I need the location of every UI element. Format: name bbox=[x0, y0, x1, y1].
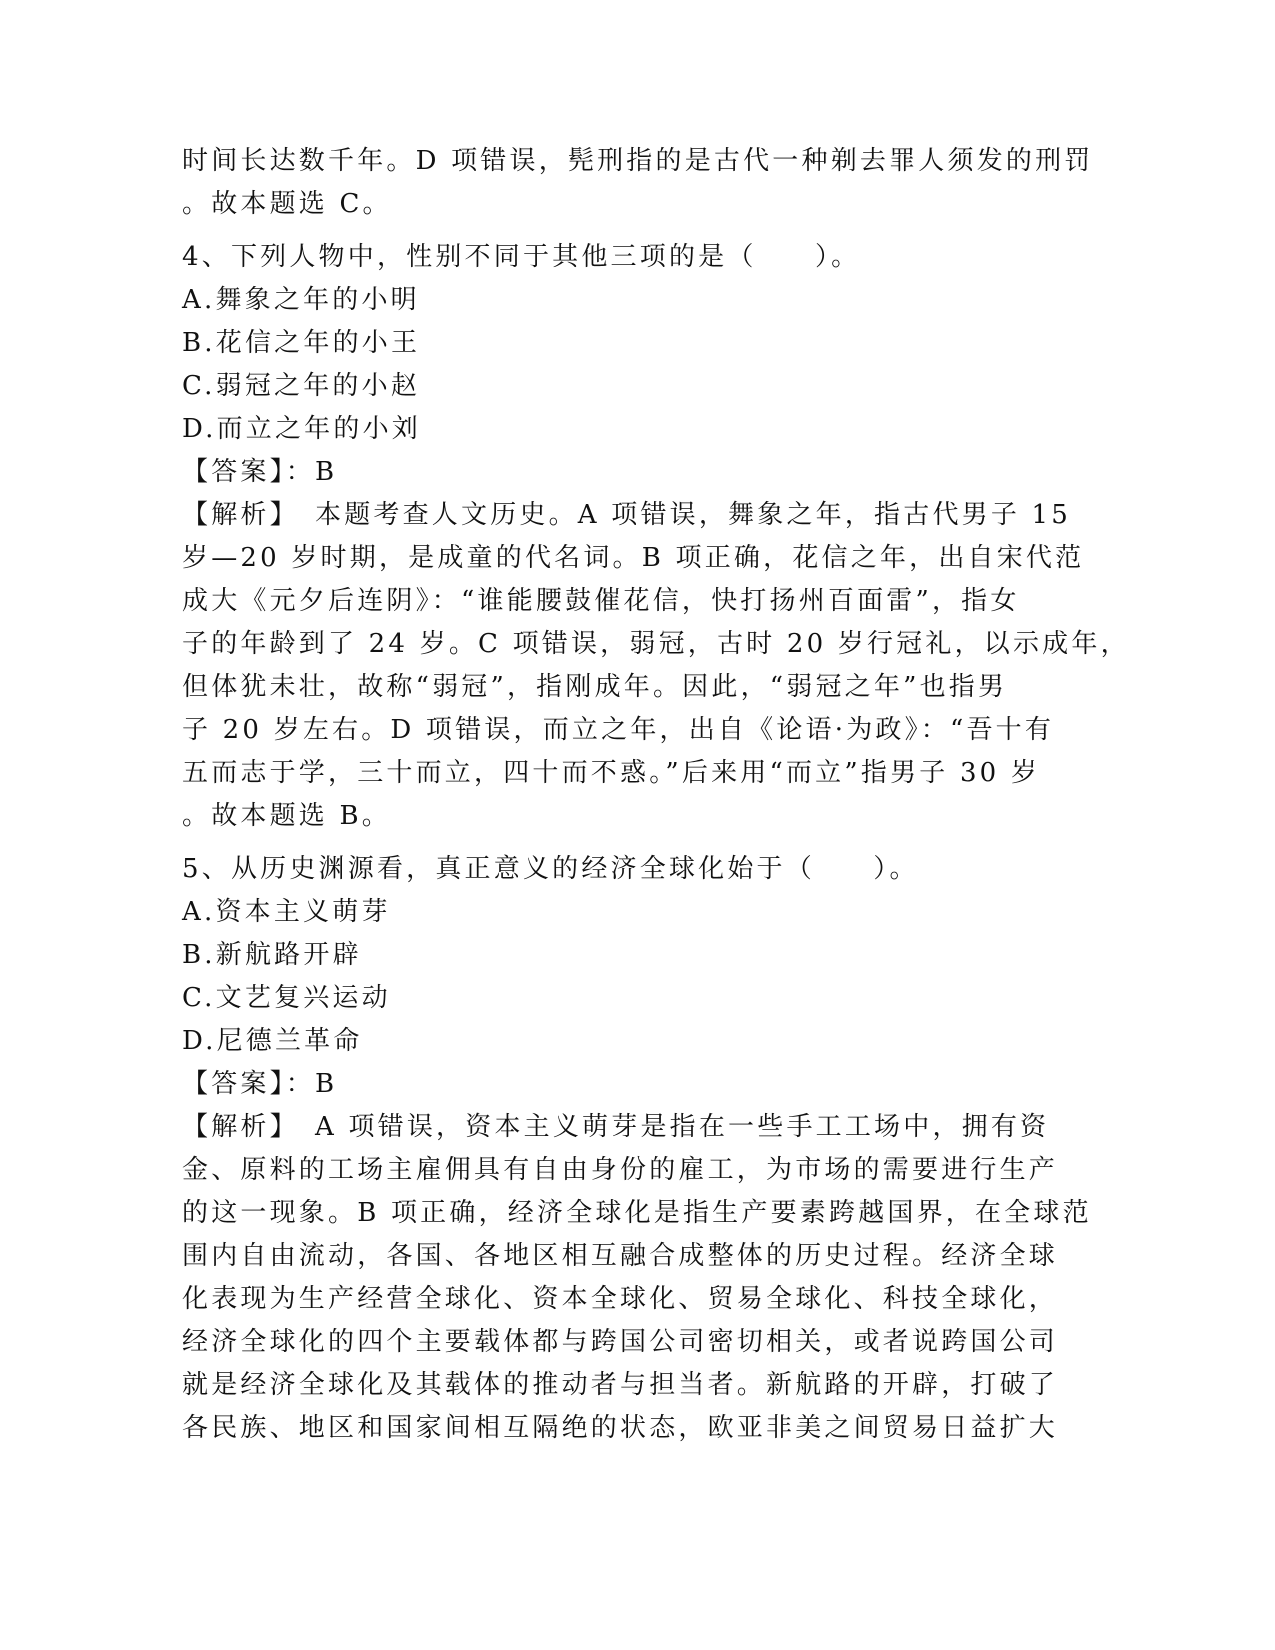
question-text: 4、下列人物中，性别不同于其他三项的是（ ）。 bbox=[182, 242, 861, 272]
analysis-line: 金、原料的工场主雇佣具有自由身份的雇工，为市场的需要进行生产 bbox=[182, 1155, 1059, 1185]
analysis-line: 子 20 岁左右。D 项错误，而立之年，出自《论语·为政》：“吾十有 bbox=[182, 715, 1055, 745]
analysis-line: 。故本题选 B。 bbox=[182, 801, 391, 831]
question-4 bbox=[182, 236, 1130, 838]
question-text: 5、从历史渊源看，真正意义的经济全球化始于（ ）。 bbox=[182, 854, 919, 884]
previous-question-tail bbox=[182, 140, 1094, 226]
analysis-line: 但体犹未壮，故称“弱冠”，指刚成年。因此，“弱冠之年”也指男 bbox=[182, 672, 1008, 702]
option-c: C.文艺复兴运动 bbox=[182, 983, 391, 1013]
option-a: A.舞象之年的小明 bbox=[182, 285, 420, 315]
option-b: B.花信之年的小王 bbox=[182, 328, 421, 358]
option-d: D.而立之年的小刘 bbox=[182, 414, 421, 444]
analysis-line: 【解析】 本题考查人文历史。A 项错误，舞象之年，指古代男子 15 bbox=[182, 500, 1071, 530]
answer-line: 【答案】：B bbox=[182, 1069, 338, 1099]
analysis-line: 就是经济全球化及其载体的推动者与担当者。新航路的开辟，打破了 bbox=[182, 1370, 1059, 1400]
analysis-line: 经济全球化的四个主要载体都与跨国公司密切相关，或者说跨国公司 bbox=[182, 1327, 1059, 1357]
answer-line: 【答案】：B bbox=[182, 457, 338, 487]
analysis-line: 成大《元夕后连阴》：“谁能腰鼓催花信，快打扬州百面雷”，指女 bbox=[182, 586, 1020, 616]
option-c: C.弱冠之年的小赵 bbox=[182, 371, 421, 401]
analysis-line: 围内自由流动，各国、各地区相互融合成整体的历史过程。经济全球 bbox=[182, 1241, 1059, 1271]
analysis-line: 岁—20 岁时期，是成童的代名词。B 项正确，花信之年，出自宋代范 bbox=[182, 543, 1085, 573]
analysis-line: 【解析】 A 项错误，资本主义萌芽是指在一些手工工场中，拥有资 bbox=[182, 1112, 1050, 1142]
analysis-line: 的这一现象。B 项正确，经济全球化是指生产要素跨越国界，在全球范 bbox=[182, 1198, 1092, 1228]
analysis-line: 子的年龄到了 24 岁。C 项错误，弱冠，古时 20 岁行冠礼，以示成年， bbox=[182, 629, 1130, 659]
analysis-line: 化表现为生产经营全球化、资本全球化、贸易全球化、科技全球化， bbox=[182, 1284, 1059, 1314]
analysis-block bbox=[182, 494, 1130, 838]
option-b: B.新航路开辟 bbox=[182, 940, 362, 970]
question-5 bbox=[182, 848, 1092, 1450]
text-line: 。故本题选 C。 bbox=[182, 189, 392, 219]
option-d: D.尼德兰革命 bbox=[182, 1026, 363, 1056]
analysis-line: 五而志于学，三十而立，四十而不惑。”后来用“而立”指男子 30 岁 bbox=[182, 758, 1041, 788]
analysis-line: 各民族、地区和国家间相互隔绝的状态，欧亚非美之间贸易日益扩大 bbox=[182, 1413, 1059, 1443]
text-line: 时间长达数千年。D 项错误，髡刑指的是古代一种剃去罪人须发的刑罚 bbox=[182, 146, 1094, 176]
document-page bbox=[182, 140, 1130, 1450]
option-a: A.资本主义萌芽 bbox=[182, 897, 391, 927]
analysis-block bbox=[182, 1106, 1092, 1450]
